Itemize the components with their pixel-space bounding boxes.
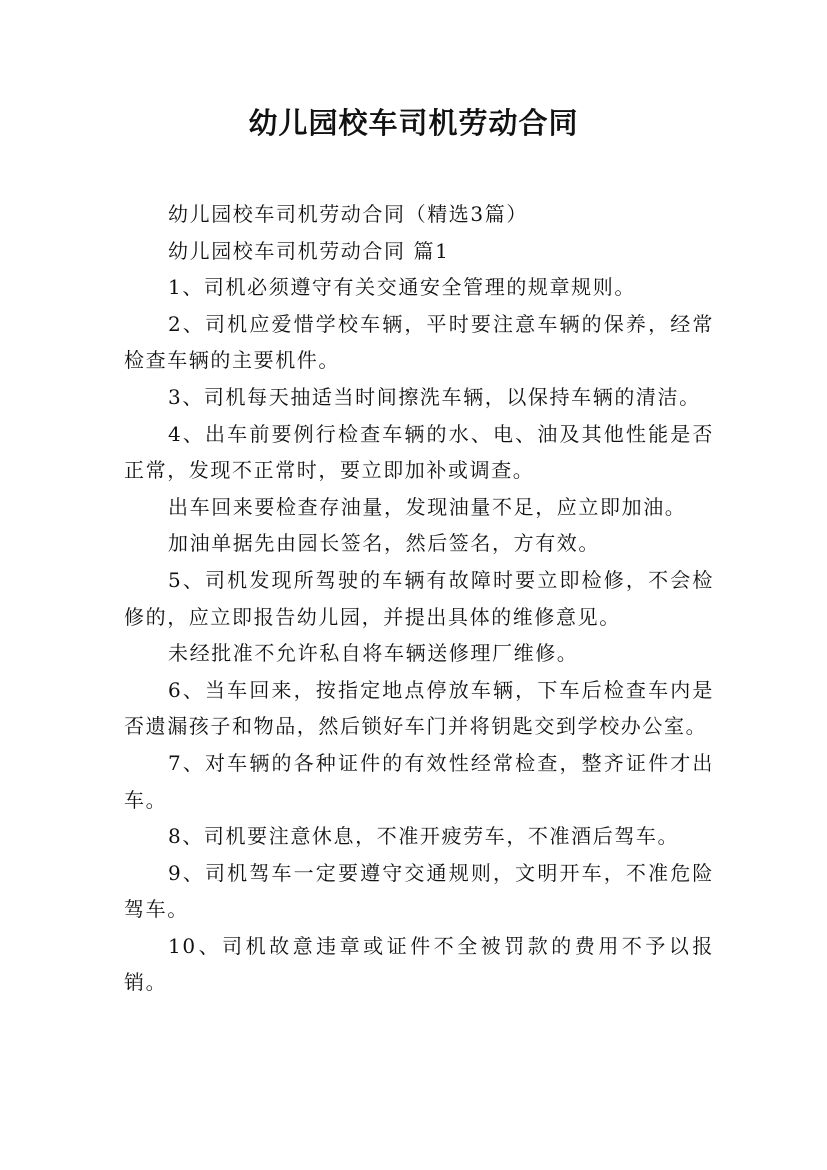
- document-body: [124, 196, 714, 1001]
- document-title: 幼儿园校车司机劳动合同: [248, 106, 579, 140]
- paragraph-section-heading: 幼儿园校车司机劳动合同 篇1: [168, 238, 450, 263]
- paragraph-clause-6: 6、当车回来，按指定地点停放车辆，下车后检查车内是否遗漏孩子和物品，然后锁好车门并将钥匙交到学校办公室。: [124, 677, 714, 739]
- paragraph-subtitle: 幼儿园校车司机劳动合同（精选3篇）: [168, 202, 528, 226]
- paragraph-clause-2: 2、司机应爱惜学校车辆，平时要注意车辆的保养，经常检查车辆的主要机件。: [124, 311, 714, 373]
- paragraph-clause-1: 1、司机必须遵守有关交通安全管理的规章规则。: [168, 275, 636, 300]
- paragraph-clause-8: 8、司机要注意休息，不准开疲劳车，不准酒后驾车。: [168, 824, 680, 849]
- paragraph-clause-4-fuel-check: 出车回来要检查存油量，发现油量不足，应立即加油。: [168, 494, 687, 519]
- paragraph-clause-5: 5、司机发现所驾驶的车辆有故障时要立即检修，不会检修的，应立即报告幼儿园，并提出具体的维修意见。: [124, 567, 714, 629]
- paragraph-clause-5-approval: 未经批准不允许私自将车辆送修理厂维修。: [168, 641, 579, 666]
- paragraph-clause-10: 10、司机故意违章或证件不全被罚款的费用不予以报销。: [124, 933, 714, 995]
- paragraph-clause-3: 3、司机每天抽适当时间擦洗车辆，以保持车辆的清洁。: [168, 384, 701, 409]
- paragraph-clause-4-fuel-receipt: 加油单据先由园长签名，然后签名，方有效。: [168, 531, 600, 556]
- paragraph-clause-7: 7、对车辆的各种证件的有效性经常检查，整齐证件才出车。: [124, 750, 714, 812]
- paragraph-clause-9: 9、司机驾车一定要遵守交通规则，文明开车，不准危险驾车。: [124, 860, 714, 922]
- paragraph-clause-4: 4、出车前要例行检查车辆的水、电、油及其他性能是否正常，发现不正常时，要立即加补或调查。: [124, 421, 714, 483]
